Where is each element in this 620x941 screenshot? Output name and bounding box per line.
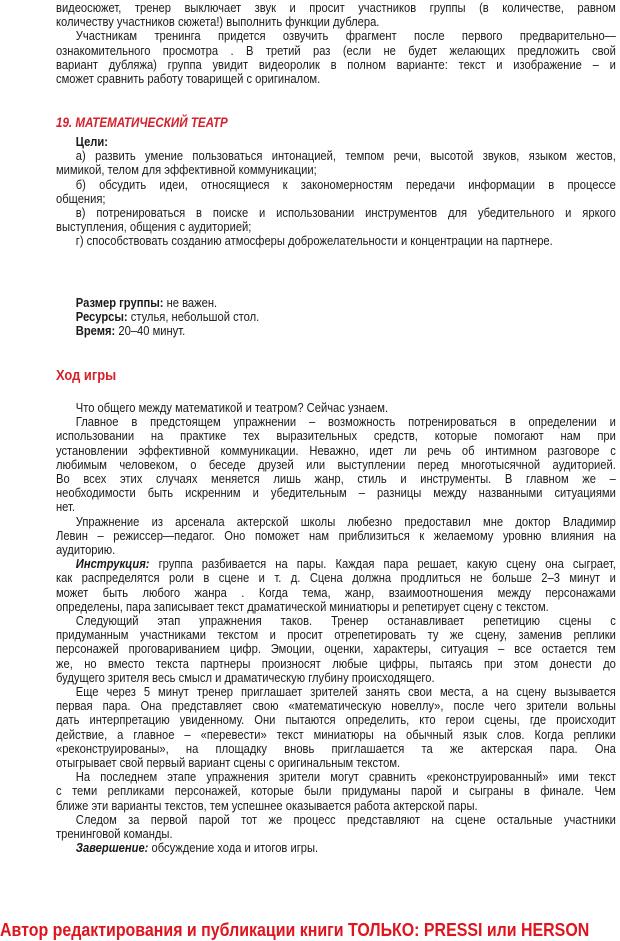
paragraph-line <box>56 571 616 585</box>
line-text: б) обсудить идеи, относящиеся к закономерностям передачи информации в процессе <box>75 176 616 192</box>
line-text: Следом за первой парой тот же процесс представляют на сцене остальные участники <box>75 811 616 827</box>
paragraph-line <box>56 149 616 163</box>
paragraph-line <box>56 685 616 699</box>
line-text: Еще через 5 минут тренер приглашает зрителей занять свои места, а на сцену вызывается <box>75 684 616 700</box>
paragraph-line <box>56 642 616 656</box>
line-text: ближе эти варианты текстов, тем успешнее оказывается работа актерской пары. <box>56 797 478 813</box>
paragraph-line <box>56 728 616 742</box>
paragraph-lead: Инструкция: <box>75 556 150 572</box>
line-text: стулья, небольшой стол. <box>127 309 260 325</box>
paragraph-line <box>56 628 616 642</box>
line-text: тренинговой команды. <box>56 826 173 842</box>
line-text: Левин – режиссер—педагог. Оно поможет нам приблизиться к желаемому уровню влияния на <box>56 527 616 543</box>
intro-text <box>56 1 616 86</box>
paragraph-line <box>56 234 616 248</box>
paragraph-line <box>56 178 616 192</box>
paragraph-line <box>56 784 616 798</box>
paragraph-line <box>56 296 616 310</box>
line-text: Главное в предстоящем упражнении – возможность потренироваться в определении и <box>75 414 616 430</box>
paragraph-lead: Время: <box>75 323 116 339</box>
line-text: не важен. <box>163 295 218 310</box>
paragraph-line <box>56 58 616 72</box>
paragraph-line <box>56 713 616 727</box>
line-text: первая пара. Она представляет свою «математическую новеллу», после чего зрители вольны <box>56 698 616 714</box>
section-title: Ход игры <box>56 367 117 384</box>
paragraph-line <box>56 486 616 500</box>
line-text: сможет сравнить работу товарищей с оригиналом. <box>56 71 321 87</box>
paragraph-lead: Цели: <box>75 134 109 149</box>
line-text: Что общего между математикой и театром? Сейчас узнаем. <box>75 400 389 415</box>
paragraph-line <box>56 458 616 472</box>
paragraph-line <box>56 29 616 43</box>
line-text: установлении эффективной коммуникации. Неважно, идет ли речь об интимном разговоре с <box>56 442 616 458</box>
line-text: использовании на практике тех выразительных средств, которые помогают нам при <box>56 428 616 444</box>
line-text: а) развить умение пользоваться интонацией, темпом речи, высотой звуков, языком жестов, <box>75 148 616 164</box>
line-text: придуманным участниками текстом и просит отрепетировать ту же сцену, заменив реплики <box>56 627 616 643</box>
paragraph-line <box>56 543 616 557</box>
paragraph-line <box>56 742 616 756</box>
line-text: Следующий этап упражнения таков. Тренер останавливает репетицию сцены с <box>75 613 616 629</box>
line-text: выступления, общения с аудиторией; <box>56 219 252 235</box>
line-text: необходимости быть искренним и убедительным – разницы между названными ситуациями <box>56 485 616 501</box>
paragraph-line <box>56 324 616 338</box>
paragraph-line <box>56 310 616 324</box>
paragraph-line <box>56 135 616 149</box>
line-text: «реконструированы», на площадку вновь приглашается та же актерская пара. Она <box>56 740 616 756</box>
line-text: нет. <box>56 499 76 515</box>
line-text: определены, пара записывает текст драматической миниатюры и репетирует сцену с текстом. <box>56 598 549 614</box>
paragraph-line <box>56 671 616 685</box>
line-text: же, но вместо текста партнеры произносят любые цифры, пытаясь при этом донести до <box>56 655 616 671</box>
line-text: с теми репликами персонажей, которые были придуманы парой и сыграны в финале. Чем <box>56 783 616 799</box>
paragraph-line <box>56 472 616 486</box>
paragraph-line <box>56 756 616 770</box>
paragraph-lead: Ресурсы: <box>75 309 128 325</box>
footer-notice: Автор редактирования и публикации книги ТОЛЬКО: PRESSI или HERSON <box>0 919 590 940</box>
paragraph-line <box>56 401 616 415</box>
paragraph-line <box>56 429 616 443</box>
goals-list <box>56 135 616 249</box>
line-text: Участникам тренинга придется озвучить фрагмент после первого предварительно— <box>75 28 616 44</box>
line-text: действие, а главное – «перевести» текст миниатюры на обычный язык слов. Когда реплики <box>56 726 616 742</box>
paragraph-line <box>56 206 616 220</box>
line-text: На последнем этапе упражнения зрители могут сравнить «реконструированный» ими текст <box>75 769 616 785</box>
line-text: отыгрывает свой первый вариант сцены с оригинальным текстом. <box>56 755 401 771</box>
line-text: любимым человеком, о беседе друзей или выступлении перед многотысячной аудиторией. <box>56 456 616 472</box>
line-text: аудиторию. <box>56 542 116 558</box>
line-text: персонажей проговариванием цифр. Эмоции, оценки, характеры, ситуация – все остается тем <box>56 641 616 657</box>
paragraph-line <box>56 770 616 784</box>
line-text: может быть любого жанра . Когда тема, жанр, взаимоотношения между персонажами <box>56 584 616 600</box>
paragraph-line <box>56 586 616 600</box>
paragraph-line <box>56 799 616 813</box>
line-text: в) потренироваться в поиске и использовании инструментов для убедительного и яркого <box>75 205 616 221</box>
paragraph-line <box>56 557 616 571</box>
line-text: вариант дубляжа) группа увидит видеоролик в полном варианте: текст и изображение – и <box>56 56 616 72</box>
line-text: 20–40 минут. <box>115 323 186 339</box>
paragraph-line <box>56 827 616 841</box>
paragraph-line <box>56 444 616 458</box>
line-text: г) способствовать созданию атмосферы доброжелательности и концентрации на партнере. <box>75 233 553 249</box>
paragraph-line <box>56 163 616 177</box>
line-text: дать интерпретацию увиденному. Они пытаются определить, кто герои сцены, где происходит <box>56 712 616 728</box>
paragraph-line <box>56 500 616 514</box>
paragraph-line <box>56 192 616 206</box>
exercise-heading: 19. МАТЕМАТИЧЕСКИЙ ТЕАТР <box>56 115 228 130</box>
paragraph-line <box>56 15 616 29</box>
line-text: обсуждение хода и итогов игры. <box>148 840 319 856</box>
paragraph-line <box>56 841 616 855</box>
paragraph-line <box>56 699 616 713</box>
line-text: Упражнение из арсенала актерской школы любезно предоставил мне доктор Владимир <box>75 513 616 529</box>
paragraph-line <box>56 657 616 671</box>
line-text: ознакомительного просмотра . В третий раз (если не будет желающих предложить свой <box>56 42 616 58</box>
line-text: видеосюжет, тренер выключает звук и просит участников группы (в количестве, равном <box>56 0 616 15</box>
paragraph-line <box>56 529 616 543</box>
line-text: группа разбивается на пары. Каждая пара решает, какую сцену она сыграет, <box>149 556 616 572</box>
paragraph-line <box>56 515 616 529</box>
paragraph-line <box>56 44 616 58</box>
paragraph-lead: Завершение: <box>75 840 149 856</box>
line-text: мимикой, телом для эффективной коммуникации; <box>56 162 317 178</box>
line-text: будущего зрителя весь смысл и драматическую глубину происходящего. <box>56 669 435 685</box>
line-text: как распределятся роли в сцене и т. д. Сцена должна продлиться не больше 2–3 минут и <box>56 570 616 586</box>
paragraph-line <box>56 415 616 429</box>
paragraph-line <box>56 600 616 614</box>
line-text: количеству участников сюжета!) выполнить функции дублера. <box>56 14 380 30</box>
paragraph-line <box>56 1 616 15</box>
game-body <box>56 401 616 856</box>
line-text: общения; <box>56 190 106 206</box>
paragraph-line <box>56 813 616 827</box>
paragraph-lead: Размер группы: <box>75 295 164 310</box>
paragraph-line <box>56 614 616 628</box>
exercise-meta <box>56 296 616 339</box>
line-text: Во всех этих случаях меняется лишь жанр, стиль и инструменты. В главном же – <box>56 471 616 487</box>
paragraph-line <box>56 220 616 234</box>
paragraph-line <box>56 72 616 86</box>
